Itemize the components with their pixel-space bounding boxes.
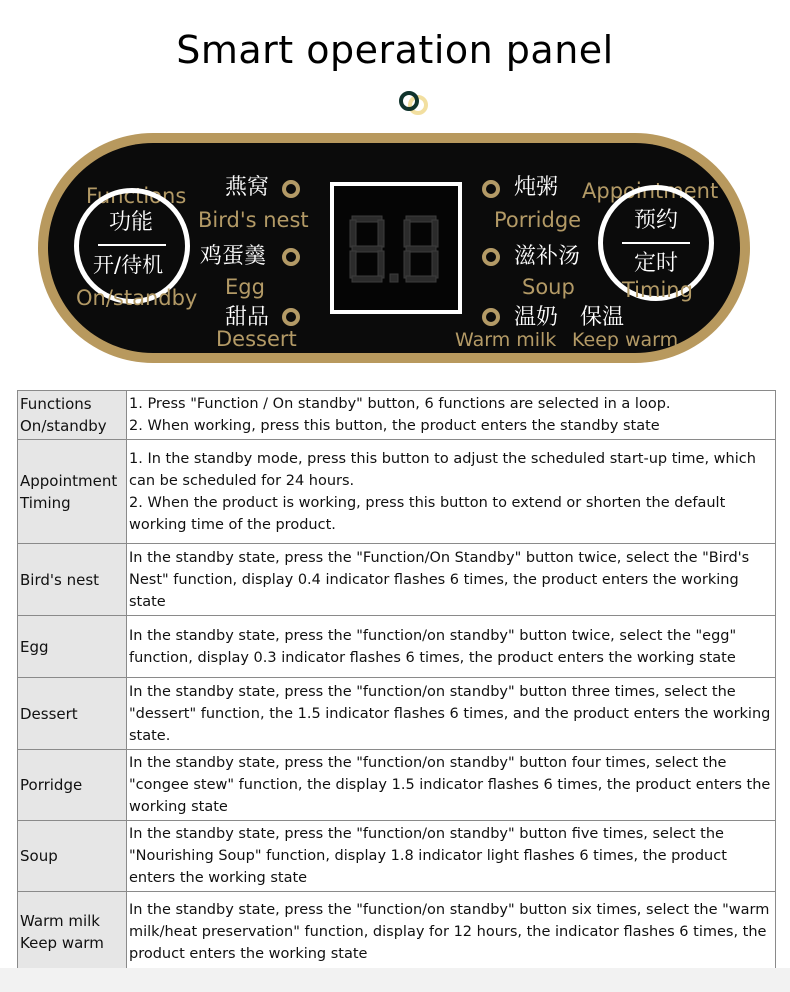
porridge-label-en: Porridge bbox=[494, 208, 582, 232]
row-label: Warm milk Keep warm bbox=[18, 892, 127, 972]
row-description: In the standby state, press the "function/on standby" button twice, select the "egg" function, display 0.3 indicator flashes 6 times, the product enters the working state bbox=[127, 616, 776, 678]
row-label: Porridge bbox=[18, 750, 127, 821]
row-description: 1. Press "Function / On standby" button, 6 functions are selected in a loop. 2. When working, press this button, the product enters the standby state bbox=[127, 391, 776, 440]
warm-milk-label-cn: 温奶 bbox=[514, 305, 559, 330]
soup-label-en: Soup bbox=[522, 275, 575, 299]
keep-warm-label-cn: 保温 bbox=[580, 305, 625, 330]
row-description: In the standby state, press the "Function/On Standby" button twice, select the "Bird's Nest" function, display 0.4 indicator flashes 6 times, the product enters the working state bbox=[127, 544, 776, 616]
soup-label-cn: 滋补汤 bbox=[514, 244, 581, 269]
keep-warm-label-en: Keep warm bbox=[572, 329, 679, 351]
table-row bbox=[18, 678, 776, 750]
timing-label-en: Timing bbox=[622, 278, 693, 302]
birds-nest-indicator-icon bbox=[282, 180, 300, 198]
row-label: Soup bbox=[18, 821, 127, 892]
appointment-knob-divider bbox=[622, 242, 690, 244]
row-label: Appointment Timing bbox=[18, 440, 127, 544]
function-knob-divider bbox=[98, 244, 166, 246]
digital-display bbox=[330, 182, 462, 314]
row-description: In the standby state, press the "function/on standby" button five times, select the "Nourishing Soup" function, display 1.8 indicator light flashes 6 times, the product enters the working state bbox=[127, 821, 776, 892]
soup-indicator-icon bbox=[482, 248, 500, 266]
function-description-table bbox=[17, 390, 776, 972]
porridge-indicator-icon bbox=[482, 180, 500, 198]
row-description: In the standby state, press the "function/on standby" button three times, select the "dessert" function, the 1.5 indicator flashes 6 times, and the product enters the working state. bbox=[127, 678, 776, 750]
page-title: Smart operation panel bbox=[176, 28, 614, 72]
egg-label-en: Egg bbox=[225, 275, 265, 299]
table-row bbox=[18, 391, 776, 440]
table-row bbox=[18, 821, 776, 892]
row-label: Bird's nest bbox=[18, 544, 127, 616]
onstandby-label-cn: 开/待机 bbox=[93, 253, 164, 277]
warm-milk-label-en: Warm milk bbox=[455, 329, 557, 351]
birds-nest-label-cn: 燕窝 bbox=[225, 175, 270, 200]
functions-label-en: Functions bbox=[86, 184, 187, 208]
row-description: 1. In the standby mode, press this button to adjust the scheduled start-up time, which can be scheduled for 24 hours. 2. When the product is working, press this button to extend or shorten the default working time of the product. bbox=[127, 440, 776, 544]
dessert-label-en: Dessert bbox=[216, 327, 297, 351]
egg-indicator-icon bbox=[282, 248, 300, 266]
table-row bbox=[18, 892, 776, 972]
table-row bbox=[18, 616, 776, 678]
table-row bbox=[18, 544, 776, 616]
birds-nest-label-en: Bird's nest bbox=[198, 208, 309, 232]
porridge-label-cn: 炖粥 bbox=[514, 175, 559, 200]
table-body bbox=[18, 391, 776, 972]
bottom-strip bbox=[0, 968, 790, 992]
appointment-label-cn: 预约 bbox=[634, 208, 679, 233]
row-description: In the standby state, press the "function/on standby" button four times, select the "congee stew" function, the display 1.5 indicator flashes 6 times, the product enters the working state bbox=[127, 750, 776, 821]
egg-label-cn: 鸡蛋羹 bbox=[200, 244, 267, 269]
row-label: Egg bbox=[18, 616, 127, 678]
brand-logo-icon bbox=[396, 90, 436, 118]
row-description: In the standby state, press the "function/on standby" button six times, select the "warm milk/heat preservation" function, display for 12 hours, the indicator flashes 6 times, the product enters the working state bbox=[127, 892, 776, 972]
dessert-indicator-icon bbox=[282, 308, 300, 326]
table-row bbox=[18, 440, 776, 544]
display-digits bbox=[348, 214, 448, 284]
row-label: Dessert bbox=[18, 678, 127, 750]
table-row bbox=[18, 750, 776, 821]
timing-label-cn: 定时 bbox=[634, 251, 679, 276]
warm-milk-indicator-icon bbox=[482, 308, 500, 326]
row-label: Functions On/standby bbox=[18, 391, 127, 440]
onstandby-label-en: On/standby bbox=[76, 286, 198, 310]
appointment-label-en: Appointment bbox=[582, 179, 719, 203]
functions-label-cn: 功能 bbox=[109, 210, 154, 235]
dessert-label-cn: 甜品 bbox=[225, 305, 270, 330]
